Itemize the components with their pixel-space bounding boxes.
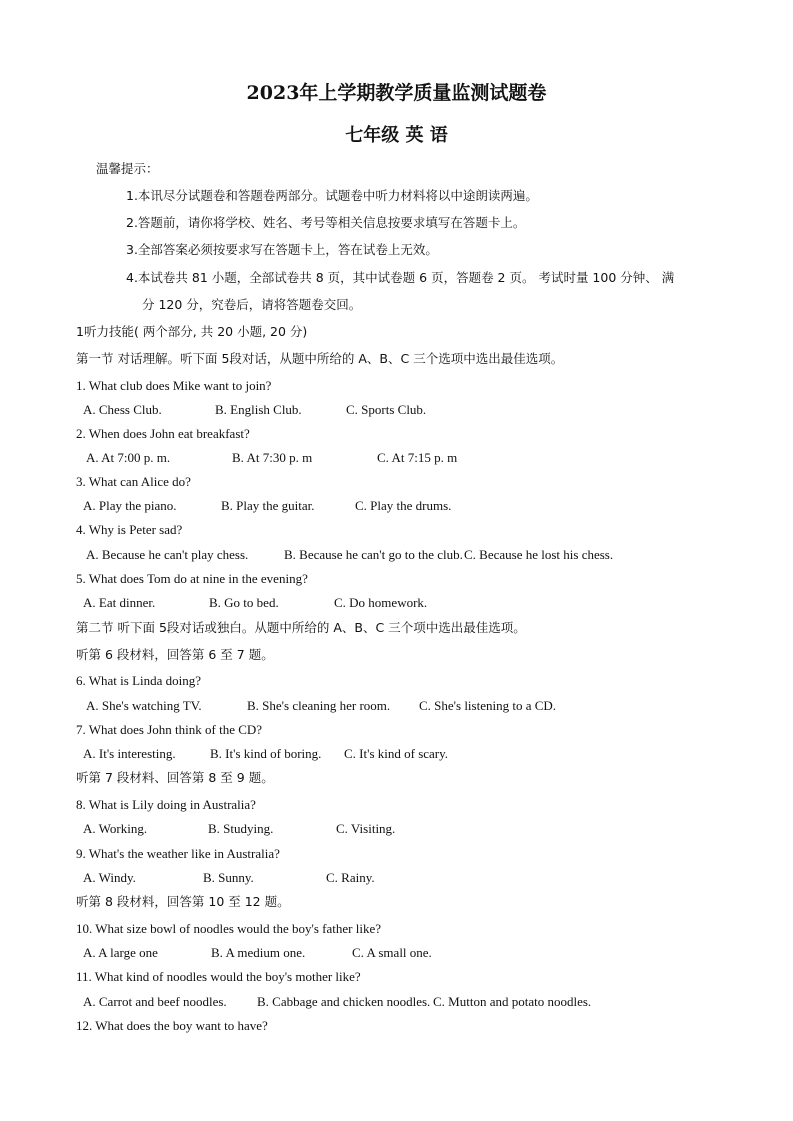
- option-c: C. It's kind of scary.: [344, 746, 449, 761]
- option-b: B. Studying.: [208, 821, 274, 836]
- question: 12. What does the boy want to have?: [76, 1018, 268, 1033]
- option-a: A. Windy.: [83, 870, 136, 885]
- question: 8. What is Lily doing in Australia?: [76, 797, 256, 812]
- section2-heading: 第二节 听下面 5段对话或独白。从题中所给的 A、B、C 三个项中选出最佳选项。: [76, 620, 526, 635]
- tip-item: 分 120 分，究卷后，请将答题卷交回。: [142, 297, 362, 312]
- section1-heading: 第一节 对话理解。听下面 5段对话，从题中所给的 A、B、C 三个选项中选出最佳选项。: [76, 351, 564, 366]
- question: 9. What's the weather like in Australia?: [76, 846, 280, 861]
- option-c: C. Because he lost his chess.: [464, 547, 614, 562]
- option-c: C. Sports Club.: [346, 402, 427, 417]
- tip-item: 4.本试卷共 81 小题，全部试卷共 8 页，其中试卷题 6 页，答题卷 2 页。 考试时量 100 分钟、 满: [126, 270, 675, 285]
- option-b: B. She's cleaning her room.: [247, 698, 391, 713]
- option-b: B. Play the guitar.: [221, 498, 315, 513]
- option-b: B. It's kind of boring.: [210, 746, 322, 761]
- option-c: C. A small one.: [352, 945, 432, 960]
- option-a: A. A large one: [83, 945, 158, 960]
- option-a: A. She's watching TV.: [86, 698, 202, 713]
- option-a: A. Carrot and beef noodles.: [83, 994, 227, 1009]
- option-c: C. At 7:15 p. m: [377, 450, 458, 465]
- option-b: B. English Club.: [215, 402, 302, 417]
- option-a: A. At 7:00 p. m.: [86, 450, 171, 465]
- option-b: B. A medium one.: [211, 945, 306, 960]
- question: 10. What size bowl of noodles would the boy's father like?: [76, 921, 382, 936]
- option-a: A. Chess Club.: [83, 402, 162, 417]
- option-a: A. Working.: [83, 821, 148, 836]
- question: 5. What does Tom do at nine in the evening?: [76, 571, 308, 586]
- option-c: C. She's listening to a CD.: [419, 698, 557, 713]
- question: 6. What is Linda doing?: [76, 673, 202, 688]
- option-b: B. Go to bed.: [209, 595, 279, 610]
- option-b: B. Because he can't go to the club.: [284, 547, 463, 562]
- tip-item: 2.答题前，请你将学校、姓名、考号等相关信息按要求填写在答题卡上。: [126, 215, 526, 230]
- question: 2. When does John eat breakfast?: [76, 426, 250, 441]
- option-b: B. Cabbage and chicken noodles.: [257, 994, 431, 1009]
- tip-item: 3.全部答案必须按要求写在答题卡上，答在试卷上无效。: [126, 242, 438, 257]
- option-c: C. Mutton and potato noodles.: [433, 994, 592, 1009]
- question: 11. What kind of noodles would the boy's mother like?: [76, 969, 361, 984]
- material-6-heading: 听第 6 段材料，回答第 6 至 7 题。: [76, 647, 274, 662]
- option-b: B. At 7:30 p. m: [232, 450, 313, 465]
- question: 4. Why is Peter sad?: [76, 522, 183, 537]
- option-a: A. Eat dinner.: [83, 595, 156, 610]
- option-a: A. Play the piano.: [83, 498, 177, 513]
- tips-heading: 温馨提示：: [96, 161, 159, 176]
- option-c: C. Rainy.: [326, 870, 375, 885]
- question: 3. What can Alice do?: [76, 474, 191, 489]
- option-c: C. Do homework.: [334, 595, 428, 610]
- exam-title: 2023年上学期教学质量监测试题卷: [246, 82, 547, 104]
- option-a: A. Because he can't play chess.: [86, 547, 249, 562]
- option-b: B. Sunny.: [203, 870, 254, 885]
- question: 1. What club does Mike want to join?: [76, 378, 272, 393]
- tip-item: 1.本讯尽分试题卷和答题卷两部分。试题卷中听力材料将以中途朗读两遍。: [126, 188, 538, 203]
- option-a: A. It's interesting.: [83, 746, 176, 761]
- exam-subtitle: 七年级 英 语: [345, 125, 448, 146]
- option-c: C. Play the drums.: [355, 498, 452, 513]
- material-8-heading: 听第 8 段材料，回答第 10 至 12 题。: [76, 894, 290, 909]
- question: 7. What does John think of the CD?: [76, 722, 263, 737]
- part1-heading: 1听力技能( 两个部分, 共 20 小题, 20 分): [76, 324, 308, 339]
- material-7-heading: 听第 7 段材料、回答第 8 至 9 题。: [76, 770, 274, 785]
- option-c: C. Visiting.: [336, 821, 396, 836]
